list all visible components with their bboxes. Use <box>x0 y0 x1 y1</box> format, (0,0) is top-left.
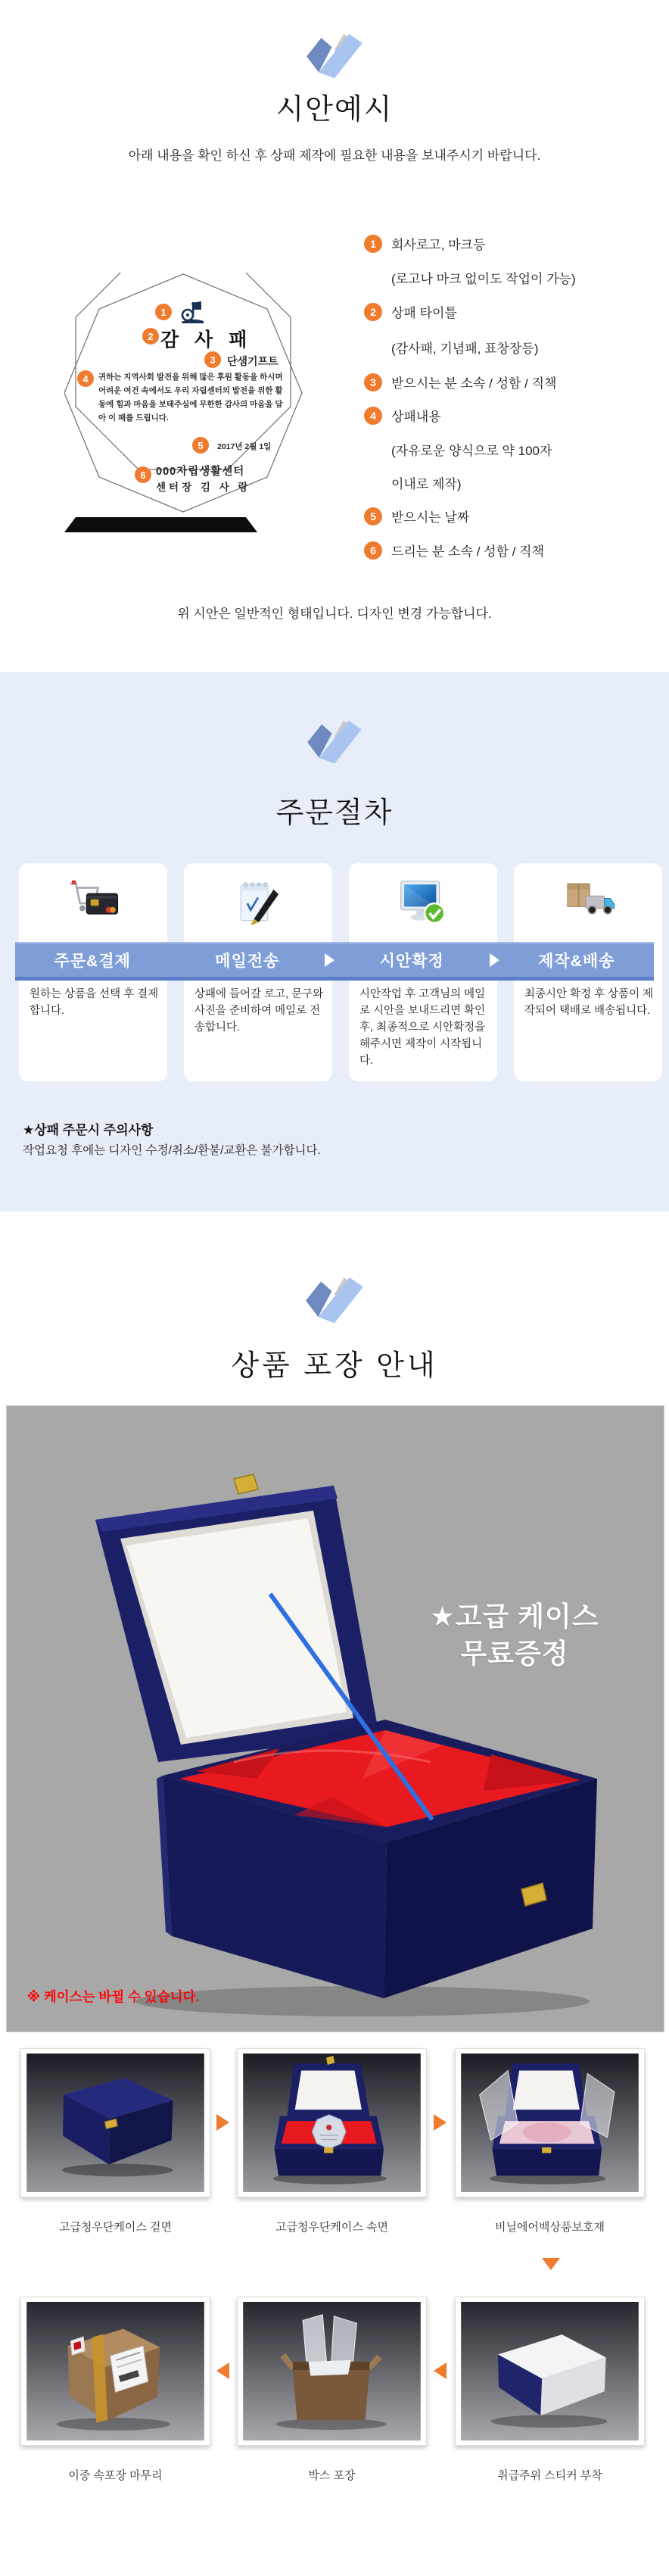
plaque-giver-name: 센터장 김 사 랑 <box>156 482 251 493</box>
hero-promo-label <box>409 1598 621 1672</box>
legend-item-5: 5 받으시는 날짜 <box>364 507 469 525</box>
gallery-caption: 비닐에어백상품보호재 <box>495 2221 605 2234</box>
plaque-base <box>64 517 257 532</box>
legend-sub-4b: 이내로 제작) <box>391 477 462 491</box>
arrow-left-icon <box>216 2362 229 2379</box>
legend-sub-2: (감사패, 기념패, 표창장등) <box>391 341 539 356</box>
plaque-recipient: 단샘기프트 <box>227 355 278 367</box>
step-desc-3: 시안작업 후 고객님의 메일로 시안을 보내드리면 확인 후, 최종적으로 시안확정을 해주시면 제작이 시작됩니다. <box>359 988 486 1067</box>
plaque-body-line: 동에 힘과 마음을 보태주심에 무한한 감사의 마음을 담 <box>98 400 283 409</box>
arrow-right-icon <box>216 2114 229 2131</box>
plaque-title: 감 사 패 <box>160 329 253 351</box>
design-example-note: 위 시안은 일반적인 형태입니다. 디자인 변경 가능합니다. <box>177 607 492 621</box>
plaque-marker-2: 2 <box>142 328 159 345</box>
arrow-left-icon <box>434 2362 447 2379</box>
plaque-date: 2017년 2월 1일 <box>217 442 272 451</box>
monitor-check-icon <box>394 874 453 933</box>
legend-item-2: 2 상패 타이틀 <box>364 302 457 321</box>
legend-item-1: 1 회사로고, 마크등 <box>364 234 485 253</box>
packaging-photo-inner-wrap-finish <box>20 2297 210 2446</box>
check-ribbon-icon <box>302 714 367 766</box>
legend-num-6: 6 <box>364 541 382 560</box>
memo-pen-icon <box>229 874 288 933</box>
arrow-down-icon <box>542 2258 560 2270</box>
plaque-body-line: 귀하는 지역사회 발전을 위해 많은 후원 활동을 하시며 <box>98 373 283 382</box>
check-ribbon-icon <box>300 27 369 80</box>
arrow-right-icon <box>490 953 499 967</box>
packaging-photo-open-case <box>237 2048 427 2197</box>
design-example-subtitle: 아래 내용을 확인 하신 후 상패 제작에 필요한 내용을 보내주시기 바랍니다. <box>128 148 541 163</box>
legend-num-1: 1 <box>364 235 382 253</box>
plaque-marker-6: 6 <box>135 466 151 483</box>
legend-num-5: 5 <box>364 507 382 525</box>
legend-item-6: 6 드리는 분 소속 / 성함 / 직책 <box>364 541 544 560</box>
plaque-giver-org: 000자립생활센터 <box>156 466 245 478</box>
packaging-photo-sticker-box <box>455 2297 645 2446</box>
legend-num-3: 3 <box>364 373 382 391</box>
arrow-right-icon <box>325 953 334 967</box>
check-ribbon-icon <box>300 1271 369 1325</box>
step-label-ship: 제작&배송 <box>538 953 615 970</box>
section-title-packaging: 상품 포장 안내 <box>231 1350 438 1382</box>
order-warning-body: 작업요청 후에는 디자인 수정/취소/환불/교환은 불가합니다. <box>23 1144 321 1157</box>
legend-sub-1: (로고나 마크 없이도 작업이 가능) <box>391 272 576 286</box>
hero-case-note: ※ 케이스는 바뀔 수 있습니다. <box>27 1989 200 2004</box>
gallery-caption: 고급청우단케이스 겉면 <box>58 2221 173 2234</box>
legend-sub-4a: (자유로운 양식으로 약 100자 <box>391 444 552 458</box>
step-desc-4: 최종시안 확정 후 상품이 제작되어 택배로 배송됩니다. <box>524 988 654 1017</box>
plaque-marker-4: 4 <box>77 370 94 387</box>
hero-promo-line2: 무료증정 <box>460 1638 569 1669</box>
legend-item-4: 4 상패내용 <box>364 406 441 425</box>
section-title-design-example: 시안예시 <box>275 94 394 126</box>
legend-item-3: 3 받으시는 분 소속 / 성함 / 직책 <box>364 373 556 391</box>
plaque-marker-1: 1 <box>155 304 172 320</box>
plaque-logo-mark-icon <box>180 301 205 323</box>
plaque-body <box>98 370 283 425</box>
gallery-caption: 고급청우단케이스 속면 <box>275 2221 389 2234</box>
hero-promo-line1: ★고급 케이스 <box>430 1601 599 1632</box>
step-desc-2: 상패에 들어갈 로고, 문구와 사진을 준비하여 메일로 전송합니다. <box>194 988 324 1034</box>
step-label-confirm: 시안확정 <box>379 953 444 970</box>
arrow-right-icon <box>434 2114 447 2131</box>
plaque-marker-3: 3 <box>204 351 221 368</box>
section-title-order-process: 주문절차 <box>275 797 394 829</box>
step-label-mail: 메일전송 <box>215 953 280 970</box>
gallery-caption: 취급주위 스티커 부착 <box>497 2469 602 2482</box>
process-step-bar <box>15 942 654 981</box>
legend-num-4: 4 <box>364 407 382 425</box>
packaging-photo-closed-case <box>20 2048 210 2197</box>
box-truck-icon <box>559 874 618 933</box>
cart-card-icon <box>64 874 123 933</box>
step-desc-1: 원하는 상품을 선택 후 결제합니다. <box>30 988 159 1017</box>
legend-num-2: 2 <box>364 303 382 321</box>
gallery-caption: 박스 포장 <box>308 2469 356 2482</box>
packaging-photo-box-packing <box>237 2297 427 2446</box>
order-warning-title: ★상패 주문시 주의사항 <box>23 1123 154 1137</box>
gift-case-photo <box>6 1405 664 2032</box>
gallery-caption: 이중 속포장 마무리 <box>68 2469 163 2482</box>
plaque-marker-5: 5 <box>192 437 209 454</box>
step-label-order: 주문&결제 <box>54 953 131 970</box>
packaging-photo-airbag-wrap <box>455 2048 645 2197</box>
plaque-body-line: 아 이 패를 드립니다. <box>98 413 169 423</box>
plaque-body-line: 어려운 여건 속에서도 우리 자립센터의 발전을 위한 활 <box>98 386 283 395</box>
